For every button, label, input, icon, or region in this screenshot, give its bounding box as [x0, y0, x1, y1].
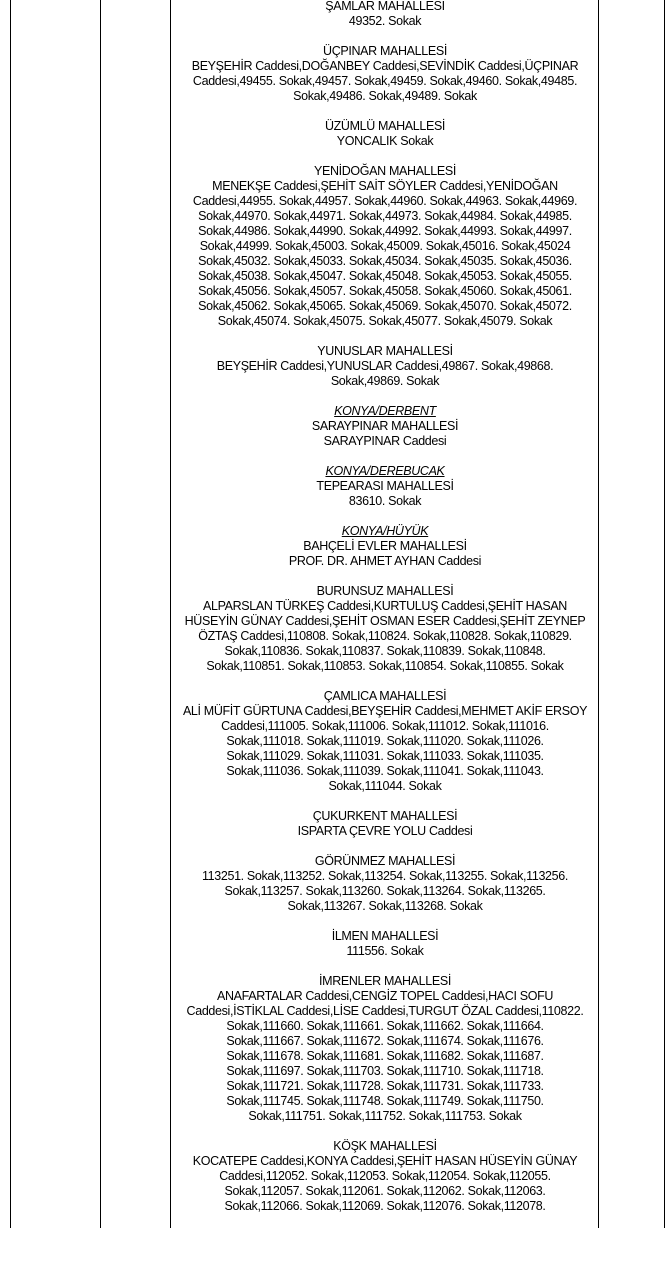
table-border-left — [10, 0, 11, 1228]
street-list-line: Sokak,44999. Sokak,45003. Sokak,45009. Sokak,45016. Sokak,45024 — [199, 239, 571, 253]
region-heading: KONYA/DERBENT — [334, 404, 436, 418]
street-list-line: ALİ MÜFİT GÜRTUNA Caddesi,BEYŞEHİR Caddesi,MEHMET AKİF ERSOY — [182, 704, 588, 718]
neighborhood-name: GÖRÜNMEZ MAHALLESİ — [314, 854, 456, 868]
neighborhood-name: YUNUSLAR MAHALLESİ — [317, 344, 453, 358]
street-list-line: ALPARSLAN TÜRKEŞ Caddesi,KURTULUŞ Caddesi,ŞEHİT HASAN — [202, 599, 567, 613]
neighborhood-name: ÜÇPINAR MAHALLESİ — [323, 44, 447, 58]
street-list-line: ÖZTAŞ Caddesi,110808. Sokak,110824. Sokak,110828. Sokak,110829. — [198, 629, 572, 643]
neighborhood-name: ÜZÜMLÜ MAHALLESİ — [324, 119, 446, 133]
street-list-line: Sokak,49486. Sokak,49489. Sokak — [293, 89, 477, 103]
street-list-line: Sokak,49869. Sokak — [330, 374, 440, 388]
neighborhood-name: YENİDOĞAN MAHALLESİ — [313, 164, 456, 178]
street-list-line: Sokak,45038. Sokak,45047. Sokak,45048. Sokak,45053. Sokak,45055. — [198, 269, 572, 283]
street-list-line: Sokak,45056. Sokak,45057. Sokak,45058. Sokak,45060. Sokak,45061. — [198, 284, 572, 298]
street-list-line: PROF. DR. AHMET AYHAN Caddesi — [288, 554, 482, 568]
neighborhood-name: SARAYPINAR MAHALLESİ — [311, 419, 459, 433]
neighborhood-block — [176, 344, 594, 389]
street-list-line: Caddesi,49455. Sokak,49457. Sokak,49459. Sokak,49460. Sokak,49485. — [192, 74, 578, 88]
neighborhood-name: ÇAMLICA MAHALLESİ — [323, 689, 447, 703]
neighborhood-block — [176, 689, 594, 794]
street-list-line: Caddesi,111005. Sokak,111006. Sokak,111012. Sokak,111016. — [221, 719, 549, 733]
neighborhood-block — [176, 44, 594, 104]
street-list-line: 49352. Sokak — [348, 14, 422, 28]
street-list-line: Sokak,111660. Sokak,111661. Sokak,111662. Sokak,111664. — [226, 1019, 544, 1033]
street-list-line: Sokak,111751. Sokak,111752. Sokak,111753. Sokak — [248, 1109, 522, 1123]
street-list-line: Sokak,111029. Sokak,111031. Sokak,111033. Sokak,111035. — [226, 749, 544, 763]
street-list-line: Sokak,45074. Sokak,45075. Sokak,45077. Sokak,45079. Sokak — [217, 314, 553, 328]
street-list-line: Sokak,111678. Sokak,111681. Sokak,111682. Sokak,111687. — [226, 1049, 544, 1063]
table-column-divider-2 — [170, 0, 171, 1228]
neighborhood-name: BURUNSUZ MAHALLESİ — [316, 584, 454, 598]
table-column-divider-1 — [100, 0, 101, 1228]
neighborhood-name: TEPEARASI MAHALLESİ — [316, 479, 454, 493]
neighborhood-name: BAHÇELİ EVLER MAHALLESİ — [303, 539, 467, 553]
street-list-line: MENEKŞE Caddesi,ŞEHİT SAİT SÖYLER Caddesi,YENİDOĞAN — [212, 179, 558, 193]
neighborhood-block — [176, 524, 594, 569]
street-list-line: Sokak,112057. Sokak,112061. Sokak,112062. Sokak,112063. — [224, 1184, 546, 1198]
table-border-right — [664, 0, 665, 1228]
street-list-line: Sokak,45032. Sokak,45033. Sokak,45034. Sokak,45035. Sokak,45036. — [198, 254, 572, 268]
street-list-line: Sokak,111044. Sokak — [328, 779, 442, 793]
neighborhood-block — [176, 164, 594, 329]
street-list-line: Caddesi,44955. Sokak,44957. Sokak,44960. Sokak,44963. Sokak,44969. — [192, 194, 578, 208]
neighborhood-block — [176, 929, 594, 959]
street-list-line: BEYŞEHİR Caddesi,YUNUSLAR Caddesi,49867. Sokak,49868. — [216, 359, 554, 373]
neighborhood-block — [176, 1139, 594, 1214]
street-list-column — [176, 0, 594, 1229]
street-list-line: SARAYPINAR Caddesi — [323, 434, 447, 448]
street-list-line: Sokak,110836. Sokak,110837. Sokak,110839. Sokak,110848. — [224, 644, 546, 658]
street-list-line: Sokak,111018. Sokak,111019. Sokak,111020. Sokak,111026. — [226, 734, 544, 748]
street-list-line: Sokak,113257. Sokak,113260. Sokak,113264. Sokak,113265. — [224, 884, 546, 898]
street-list-line: Sokak,111036. Sokak,111039. Sokak,111041. Sokak,111043. — [226, 764, 544, 778]
street-list-line: 111556. Sokak — [346, 944, 424, 958]
neighborhood-block — [176, 809, 594, 839]
street-list-line: Sokak,113267. Sokak,113268. Sokak — [287, 899, 483, 913]
neighborhood-name: İLMEN MAHALLESİ — [331, 929, 439, 943]
street-list-line: Caddesi,112052. Sokak,112053. Sokak,112054. Sokak,112055. — [219, 1169, 551, 1183]
neighborhood-block — [176, 974, 594, 1124]
neighborhood-block — [176, 404, 594, 449]
neighborhood-block — [176, 854, 594, 914]
street-list-line: ISPARTA ÇEVRE YOLU Caddesi — [297, 824, 473, 838]
street-list-line: KOCATEPE Caddesi,KONYA Caddesi,ŞEHİT HASAN HÜSEYİN GÜNAY — [192, 1154, 578, 1168]
street-list-line: Sokak,112066. Sokak,112069. Sokak,112076. Sokak,112078. — [224, 1199, 546, 1213]
street-list-line: HÜSEYİN GÜNAY Caddesi,ŞEHİT OSMAN ESER Caddesi,ŞEHİT ZEYNEP — [184, 614, 586, 628]
street-list-line: ANAFARTALAR Caddesi,CENGİZ TOPEL Caddesi,HACI SOFU — [216, 989, 554, 1003]
street-list-line: Caddesi,İSTİKLAL Caddesi,LİSE Caddesi,TURGUT ÖZAL Caddesi,110822. — [186, 1004, 584, 1018]
street-list-line: 83610. Sokak — [348, 494, 422, 508]
street-list-line: Sokak,111667. Sokak,111672. Sokak,111674. Sokak,111676. — [226, 1034, 544, 1048]
region-heading: KONYA/DEREBUCAK — [325, 464, 445, 478]
neighborhood-block — [176, 584, 594, 674]
street-list-line: Sokak,111745. Sokak,111748. Sokak,111749. Sokak,111750. — [226, 1094, 544, 1108]
street-list-line: Sokak,44986. Sokak,44990. Sokak,44992. Sokak,44993. Sokak,44997. — [198, 224, 572, 238]
region-heading: KONYA/HÜYÜK — [341, 524, 429, 538]
neighborhood-block — [176, 464, 594, 509]
neighborhood-block — [176, 0, 594, 29]
street-list-line: Sokak,45062. Sokak,45065. Sokak,45069. Sokak,45070. Sokak,45072. — [198, 299, 572, 313]
neighborhood-name: ŞAMLAR MAHALLESİ — [325, 0, 445, 13]
neighborhood-name: ÇUKURKENT MAHALLESİ — [312, 809, 458, 823]
street-list-line: Sokak,111721. Sokak,111728. Sokak,111731. Sokak,111733. — [226, 1079, 544, 1093]
street-list-line: YONCALIK Sokak — [336, 134, 434, 148]
street-list-line: Sokak,44970. Sokak,44971. Sokak,44973. Sokak,44984. Sokak,44985. — [198, 209, 572, 223]
street-list-line: Sokak,110851. Sokak,110853. Sokak,110854. Sokak,110855. Sokak — [206, 659, 564, 673]
neighborhood-name: KÖŞK MAHALLESİ — [333, 1139, 437, 1153]
street-list-line: BEYŞEHİR Caddesi,DOĞANBEY Caddesi,SEVİNDİK Caddesi,ÜÇPINAR — [191, 59, 579, 73]
street-list-line: 113251. Sokak,113252. Sokak,113254. Sokak,113255. Sokak,113256. — [202, 869, 568, 883]
street-list-line: Sokak,111697. Sokak,111703. Sokak,111710. Sokak,111718. — [226, 1064, 544, 1078]
table-column-divider-3 — [598, 0, 599, 1228]
neighborhood-name: İMRENLER MAHALLESİ — [319, 974, 451, 988]
neighborhood-block — [176, 119, 594, 149]
